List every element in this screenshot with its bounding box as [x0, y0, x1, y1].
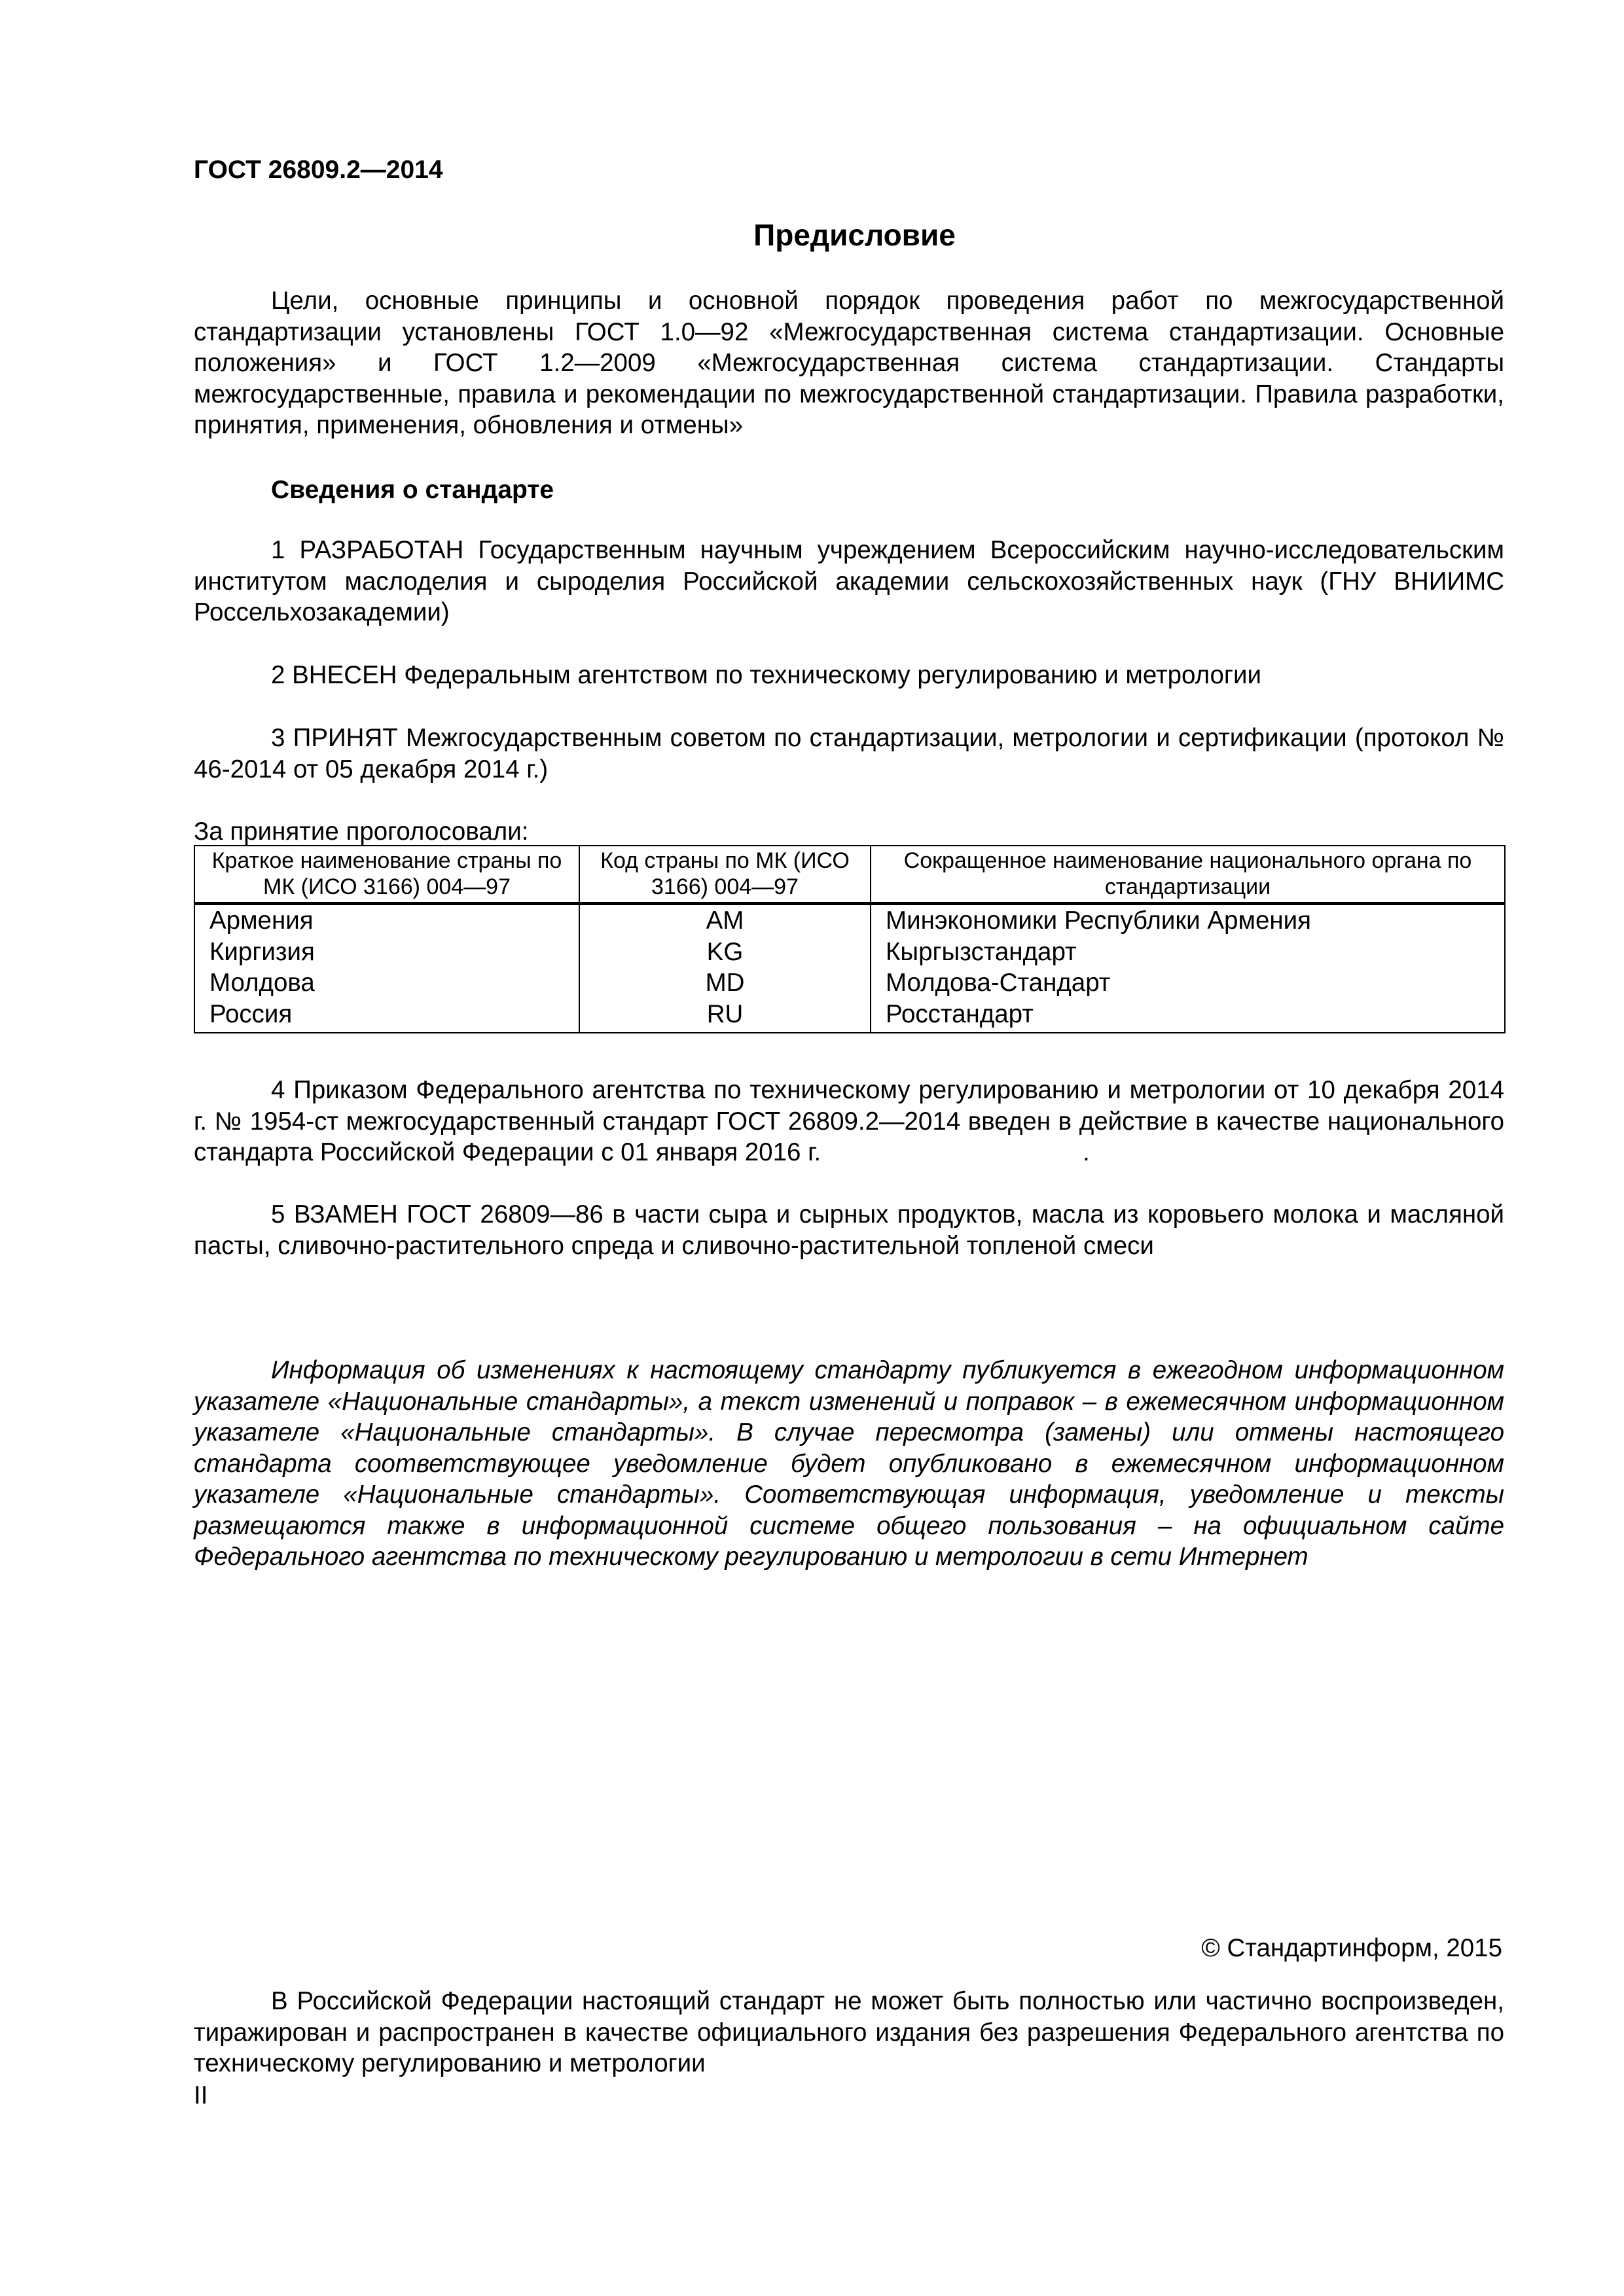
national-body-cell: Молдова-Стандарт — [871, 967, 1505, 999]
changes-information-notice: Информация об изменениях к настоящему стандарту публикуется в ежегодном информационном указателе «Национальные стандарты», а текст изменений и поправок – в ежемесячном информационном указателе «Национальные стандарты». В случае пересмотра (замены) или отмены настоящего стандарта соответствующее уведомление будет опубликовано в ежемесячном информационном указателе «Национальные стандарты». Соответствующая информация, уведомление и тексты размещаются также в информационной системе общего пользования – на официальном сайте Федерального агентства по техническому регулированию и метрологии в сети Интернет — [194, 1356, 1504, 1571]
country-cell: Россия — [194, 999, 579, 1033]
country-code-cell: RU — [579, 999, 871, 1033]
country-cell: Армения — [194, 904, 579, 937]
item-4-trailing-dot: . — [1083, 1138, 1090, 1166]
item-3-adopted-by: 3 ПРИНЯТ Межгосударственным советом по стандартизации, метрологии и сертификации (протокол № 46-2014 от 05 декабря 2014 г.) — [194, 724, 1504, 783]
copyright-notice: © Стандартинформ, 2015 — [1201, 1934, 1502, 1962]
column-header-code: Код страны по МК (ИСО 3166) 004—97 — [579, 846, 871, 904]
column-header-country: Краткое наименование страны по МК (ИСО 3166) 004—97 — [194, 846, 579, 904]
table-row — [194, 999, 1505, 1033]
item-1-developed-by: 1 РАЗРАБОТАН Государственным научным учреждением Всероссийским научно-исследовательским институтом маслоделия и сыроделия Российской академии сельскохозяйственных наук (ГНУ ВНИИМС Россельхозакадемии) — [194, 536, 1504, 626]
foreword-title: Предисловие — [753, 218, 956, 252]
country-cell: Киргизия — [194, 937, 579, 968]
document-code: ГОСТ 26809.2—2014 — [194, 156, 443, 184]
national-body-cell: Кыргызстандарт — [871, 937, 1505, 968]
national-body-cell: Росстандарт — [871, 999, 1505, 1033]
country-code-cell: KG — [579, 937, 871, 968]
country-code-cell: AM — [579, 904, 871, 937]
voting-countries-table — [194, 845, 1506, 1033]
table-row — [194, 967, 1505, 999]
item-4-order-paragraph — [194, 1075, 1504, 1168]
country-cell: Молдова — [194, 967, 579, 999]
item-4-text: 4 Приказом Федерального агентства по техническому регулированию и метрологии от 10 декабря 2014 г. № 1954-ст межгосударственный стандарт ГОСТ 26809.2—2014 введен в действие в качестве национального стандарта Российской Федерации с 01 января 2016 г. — [194, 1076, 1504, 1166]
item-5-replaces: 5 ВЗАМЕН ГОСТ 26809—86 в части сыра и сырных продуктов, масла из коровьего молока и масляной пасты, сливочно-растительного спреда и сливочно-растительной топленой смеси — [194, 1200, 1504, 1260]
country-code-cell: MD — [579, 967, 871, 999]
table-row — [194, 937, 1505, 968]
voted-label: За принятие проголосовали: — [194, 817, 529, 846]
table-header-row — [194, 846, 1505, 904]
national-body-cell: Минэкономики Республики Армения — [871, 904, 1505, 937]
column-header-national-body: Сокращенное наименование национального органа по стандартизации — [871, 846, 1505, 904]
table-row — [194, 904, 1505, 937]
reproduction-restriction-notice: В Российской Федерации настоящий стандарт не может быть полностью или частично воспроизведен, тиражирован и распространен в качестве официального издания без разрешения Федерального агентства по техническому регулированию и метрологии — [194, 1987, 1504, 2077]
item-2-submitted-by: 2 ВНЕСЕН Федеральным агентством по техническому регулированию и метрологии — [271, 661, 1261, 689]
page-number: II — [194, 2081, 208, 2109]
foreword-intro-paragraph: Цели, основные принципы и основной порядок проведения работ по межгосударственной стандартизации установлены ГОСТ 1.0—92 «Межгосударственная система стандартизации. Основные положения» и ГОСТ 1.2—2009 «Межгосударственная система стандартизации. Стандарты межгосударственные, правила и рекомендации по межгосударственной стандартизации. Правила разработки, принятия, применения, обновления и отмены» — [194, 287, 1504, 439]
standard-info-heading: Сведения о стандарте — [271, 476, 554, 504]
